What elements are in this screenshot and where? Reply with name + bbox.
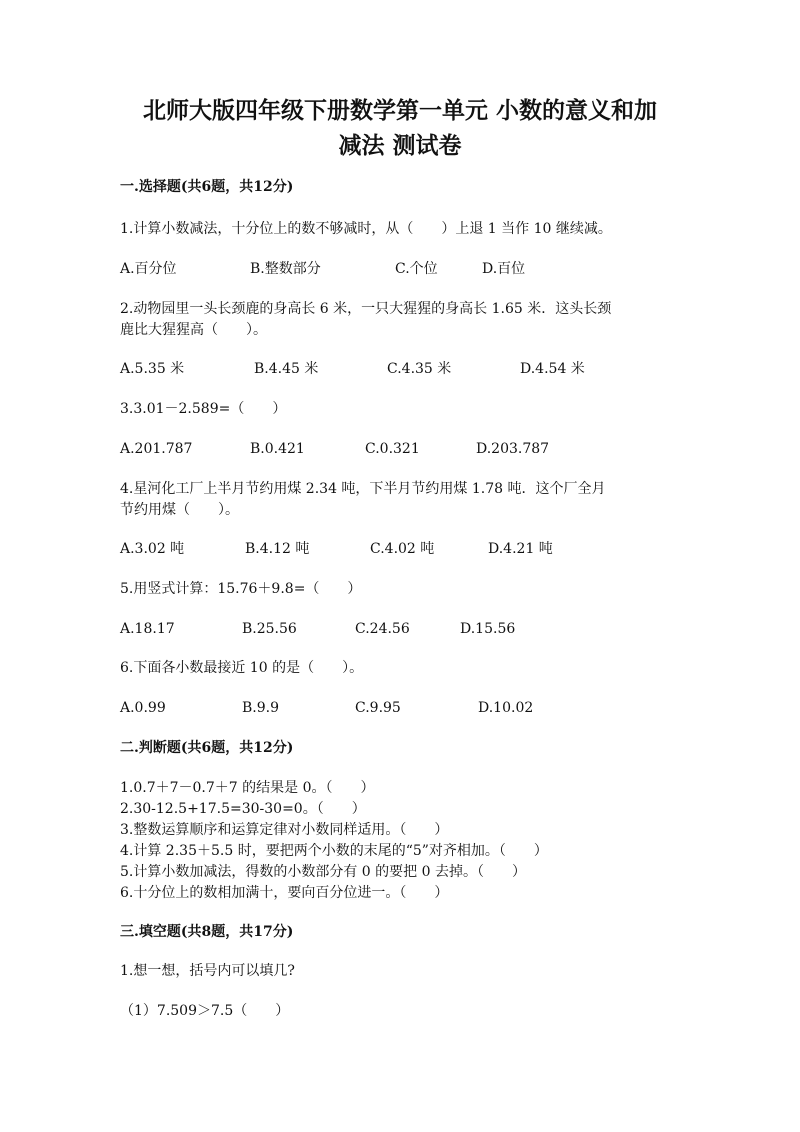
page-title-line-2: 减法 测试卷 [338, 132, 462, 159]
fill-blank-subitem-1: （1）7.509＞7.5（ ） [120, 1003, 290, 1019]
section-header-choice: 一.选择题(共6题，共12分) [120, 179, 294, 195]
judgement-item-5: 5.计算小数加减法，得数的小数部分有 0 的要把 0 去掉。（ ） [120, 864, 526, 880]
judgement-item-3: 3.整数运算顺序和运算定律对小数同样适用。（ ） [120, 822, 449, 838]
question-2-stem-line-2: 鹿比大猩猩高（ ）。 [120, 322, 267, 338]
question-2-option-b: B.4.45 米 [254, 361, 319, 377]
question-5-option-b: B.25.56 [242, 621, 297, 637]
question-1-option-b: B.整数部分 [250, 261, 321, 277]
question-6-option-d: D.10.02 [478, 700, 534, 716]
section-header-fill-blank: 三.填空题(共8题，共17分) [120, 924, 294, 940]
question-4-stem-line-1: 4.星河化工厂上半月节约用煤 2.34 吨，下半月节约用煤 1.78 吨．这个厂全月 [120, 481, 606, 497]
judgement-item-2: 2.30-12.5+17.5=30-30=0。（ ） [120, 801, 366, 817]
question-2-stem-line-1: 2.动物园里一头长颈鹿的身高长 6 米，一只大猩猩的身高长 1.65 米．这头长颈 [120, 301, 612, 317]
question-4-option-a: A.3.02 吨 [120, 541, 185, 557]
question-5-option-c: C.24.56 [355, 621, 410, 637]
question-3-option-c: C.0.321 [365, 441, 420, 457]
question-5-option-d: D.15.56 [460, 621, 516, 637]
question-6-option-c: C.9.95 [355, 700, 401, 716]
question-4-option-d: D.4.21 吨 [488, 541, 553, 557]
question-3-stem: 3.3.01－2.589=（ ） [120, 401, 287, 417]
question-4-stem-line-2: 节约用煤（ ）。 [120, 502, 239, 518]
judgement-item-1: 1.0.7＋7－0.7＋7 的结果是 0。（ ） [120, 780, 375, 796]
question-1-option-a: A.百分位 [120, 261, 177, 277]
question-3-option-a: A.201.787 [120, 441, 193, 457]
judgement-item-4: 4.计算 2.35＋5.5 时，要把两个小数的末尾的“5”对齐相加。（ ） [120, 843, 548, 859]
question-1-option-c: C.个位 [395, 261, 438, 277]
question-4-option-b: B.4.12 吨 [245, 541, 310, 557]
question-1-option-d: D.百位 [482, 261, 526, 277]
question-5-stem: 5.用竖式计算：15.76＋9.8=（ ） [120, 581, 362, 597]
question-5-option-a: A.18.17 [120, 621, 175, 637]
question-4-option-c: C.4.02 吨 [370, 541, 435, 557]
question-6-stem: 6.下面各小数最接近 10 的是（ ）。 [120, 660, 364, 676]
question-1-stem: 1.计算小数减法，十分位上的数不够减时，从（ ）上退 1 当作 10 继续减。 [120, 221, 612, 237]
question-3-option-b: B.0.421 [250, 441, 305, 457]
section-header-judgement: 二.判断题(共6题，共12分) [120, 740, 294, 756]
question-6-option-b: B.9.9 [242, 700, 280, 716]
question-2-option-c: C.4.35 米 [387, 361, 452, 377]
question-2-option-d: D.4.54 米 [520, 361, 585, 377]
fill-blank-question-1: 1.想一想，括号内可以填几? [120, 963, 295, 979]
question-2-option-a: A.5.35 米 [120, 361, 185, 377]
question-6-option-a: A.0.99 [120, 700, 166, 716]
page-title-line-1: 北师大版四年级下册数学第一单元 小数的意义和加 [142, 97, 657, 124]
question-3-option-d: D.203.787 [476, 441, 550, 457]
judgement-item-6: 6.十分位上的数相加满十，要向百分位进一。（ ） [120, 885, 449, 901]
